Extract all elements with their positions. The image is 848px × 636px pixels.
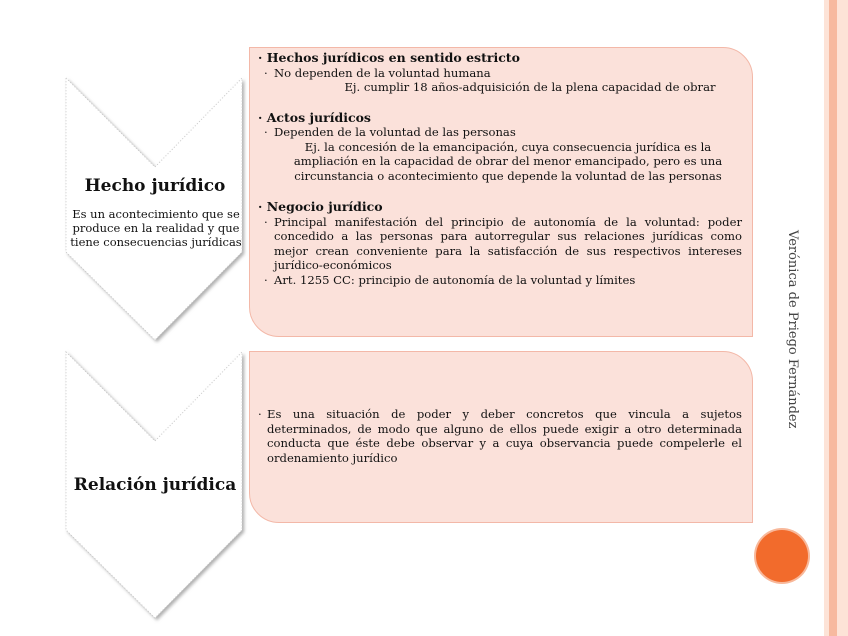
author-name: Verónica de Priego Fernández: [785, 230, 800, 429]
decor-circle: [756, 530, 808, 582]
block-heading: · Negocio jurídico: [258, 199, 383, 214]
block-bullet: · Principal manifestación del principio de autonomía de la voluntad: poder concedido a las personas para autorregular sus relaciones jurídicas como mejor crean conveniente para la satisfacción de sus respectivos intereses jurídico-económicos: [264, 214, 742, 272]
hecho-juridico-title: Hecho jurídico: [84, 176, 226, 196]
relacion-juridica-panel: [249, 351, 753, 523]
block-bullet: · No dependen de la voluntad humana: [264, 65, 491, 80]
block-bullet: · Dependen de la voluntad de las personas: [264, 125, 516, 139]
block-bullet: · Art. 1255 CC: principio de autonomía de la voluntad y límites: [264, 272, 636, 287]
relacion-text: · Es una situación de poder y deber concretos que vincula a sujetos determinados, de modo que alguno de ellos puede exigir a otro determinada conducta que éste debe observar y a cuya observancia puede compelerle el ordenamiento jurídico: [258, 407, 742, 465]
block-example: Ej. la concesión de la emancipación, cuya consecuencia jurídica es la ampliación en la capacidad de obrar del menor emancipado, pero es una circunstancia o acontecimiento que depende la voluntad de las personas: [293, 139, 723, 183]
block-heading: · Hechos jurídicos en sentido estricto: [258, 50, 520, 65]
block-example: Ej. cumplir 18 años-adquisición de la plena capacidad de obrar: [344, 80, 716, 94]
hecho-juridico-panel: [249, 47, 753, 337]
block-heading: · Actos jurídicos: [258, 109, 371, 125]
hecho-juridico-description: Es un acontecimiento que se produce en la realidad y que tiene consecuencias jurídicas: [70, 207, 242, 249]
relacion-juridica-title: Relación jurídica: [73, 475, 237, 495]
